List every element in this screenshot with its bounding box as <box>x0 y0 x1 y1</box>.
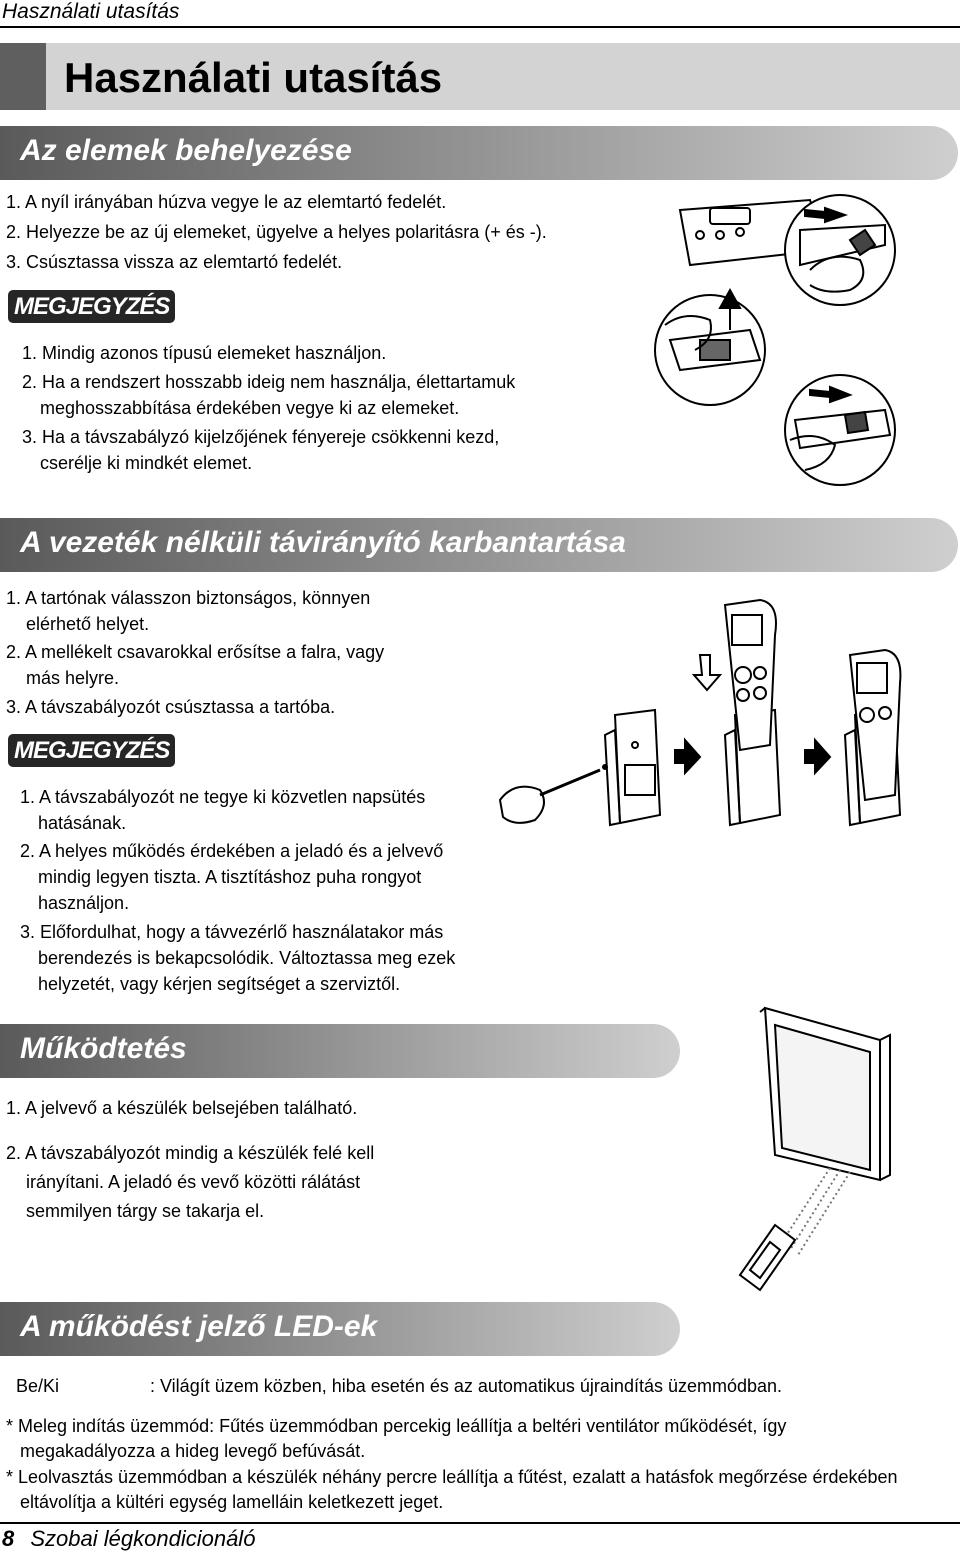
section-heading-battery <box>0 126 958 180</box>
section-heading-maintenance <box>0 518 958 572</box>
maintenance-note-3-cont2: helyzetét, vagy kérjen segítséget a szerviztől. <box>38 974 401 994</box>
maintenance-note-3: 3. Előfordulhat, hogy a távvezérlő használatakor más <box>20 922 444 942</box>
page-title: Használati utasítás <box>64 54 443 101</box>
led-note-2: * Leolvasztás üzemmódban a készülék néhány percre leállítja a fűtést, ezalatt a hatásfok megőrzése érdekében <box>6 1467 898 1487</box>
section-heading-text: Működtetés <box>20 1032 187 1065</box>
battery-note-3-cont: cserélje ki mindkét elemet. <box>40 453 253 473</box>
note-badge: MEGJEGYZÉS <box>8 734 175 767</box>
led-row-label: Be/Ki <box>16 1376 60 1396</box>
maintenance-note-2-cont2: használjon. <box>38 893 130 913</box>
maintenance-step-1: 1. A tartónak válasszon biztonságos, könnyen <box>6 588 371 608</box>
operation-step-2-cont2: semmilyen tárgy se takarja el. <box>26 1201 265 1221</box>
running-header: Használati utasítás <box>2 0 180 23</box>
maintenance-note-2-cont: mindig legyen tiszta. A tisztításhoz puha rongyot <box>38 867 422 887</box>
battery-note-1: 1. Mindig azonos típusú elemeket használjon. <box>22 343 387 363</box>
battery-remote-illustration <box>650 190 960 505</box>
led-note-2-cont: eltávolítja a kültéri egység lamelláin keletkezett jeget. <box>20 1492 444 1512</box>
maintenance-step-3: 3. A távszabályozót csúsztassa a tartóba. <box>6 697 336 717</box>
maintenance-note-2: 2. A helyes működés érdekében a jeladó és a jelvevő <box>20 841 444 861</box>
indoor-unit-illustration <box>730 1000 960 1295</box>
led-row-text: : Világít üzem közben, hiba esetén és az automatikus újraindítás üzemmódban. <box>150 1376 783 1396</box>
battery-note-2: 2. Ha a rendszert hosszabb ideig nem használja, élettartamuk <box>22 372 516 392</box>
led-note-1: * Meleg indítás üzemmód: Fűtés üzemmódban percekig leállítja a beltéri ventilátor működését, így <box>6 1416 787 1436</box>
maintenance-step-2: 2. A mellékelt csavarokkal erősítse a falra, vagy <box>6 642 385 662</box>
operation-step-1: 1. A jelvevő a készülék belsejében található. <box>6 1098 358 1118</box>
page-number: 8 <box>2 1526 15 1551</box>
maintenance-note-1: 1. A távszabályozót ne tegye ki közvetlen napsütés <box>20 787 426 807</box>
maintenance-step-2-cont: más helyre. <box>26 668 120 688</box>
section-heading-text: Az elemek behelyezése <box>20 134 352 167</box>
battery-step-3: 3. Csúsztassa vissza az elemtartó fedelét. <box>6 252 343 272</box>
operation-step-2: 2. A távszabályozót mindig a készülék felé kell <box>6 1143 375 1163</box>
section-heading-operation <box>0 1024 680 1078</box>
footer <box>2 1526 255 1552</box>
maintenance-step-1-cont: elérhető helyet. <box>26 614 150 634</box>
led-note-1-cont: megakadályozza a hideg levegő befúvását. <box>20 1441 366 1461</box>
title-accent-block <box>0 43 46 110</box>
product-name: Szobai légkondicionáló <box>30 1526 256 1551</box>
header-rule <box>0 26 960 28</box>
footer-rule <box>0 1522 960 1524</box>
battery-note-2-cont: meghosszabbítása érdekében vegye ki az elemeket. <box>40 398 460 418</box>
remote-holder-illustration <box>495 595 960 835</box>
battery-step-2: 2. Helyezze be az új elemeket, ügyelve a helyes polaritásra (+ és -). <box>6 222 547 242</box>
operation-step-2-cont: irányítani. A jeladó és vevő közötti rálátást <box>26 1172 361 1192</box>
battery-step-1: 1. A nyíl irányában húzva vegye le az elemtartó fedelét. <box>6 192 447 212</box>
maintenance-note-1-cont: hatásának. <box>38 813 127 833</box>
battery-note-3: 3. Ha a távszabályzó kijelzőjének fényereje csökkenni kezd, <box>22 427 500 447</box>
note-badge: MEGJEGYZÉS <box>8 290 175 323</box>
section-heading-text: A vezeték nélküli távirányító karbantartása <box>20 526 626 559</box>
maintenance-note-3-cont: berendezés is bekapcsolódik. Változtassa meg ezek <box>38 948 456 968</box>
section-heading-led <box>0 1302 680 1356</box>
section-heading-text: A működést jelző LED-ek <box>20 1310 378 1343</box>
